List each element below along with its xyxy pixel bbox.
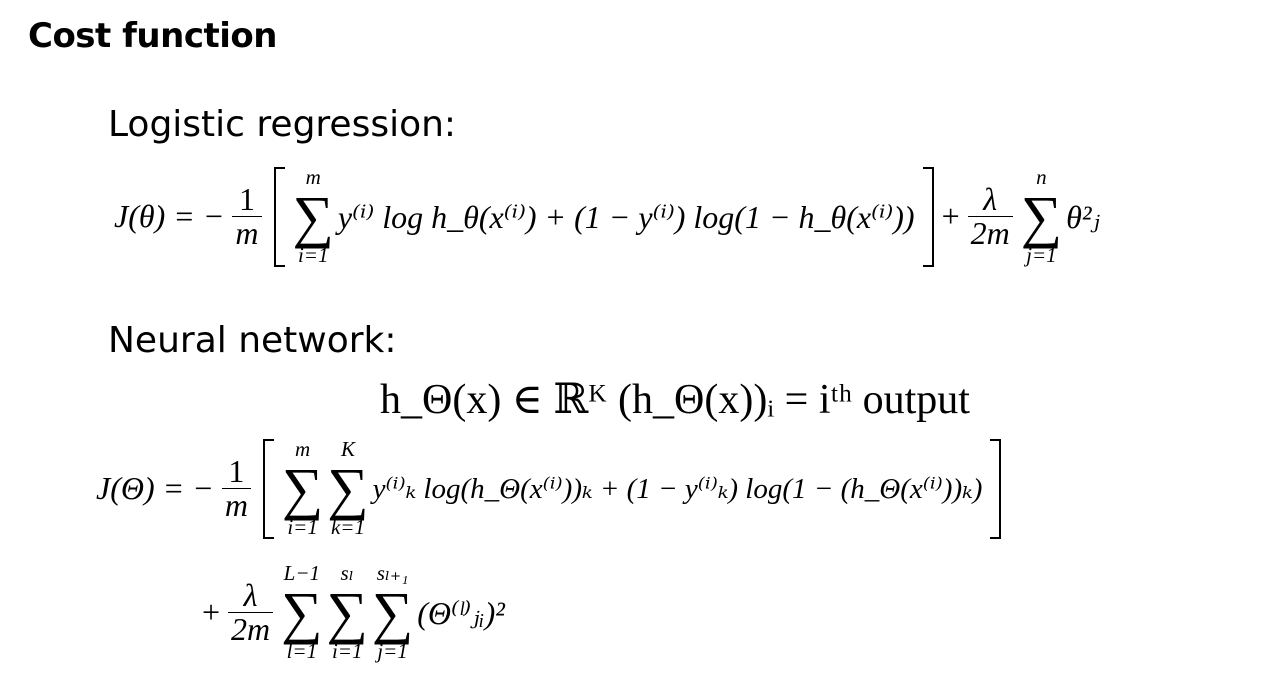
logistic-reg-body: θ²ⱼ <box>1066 198 1100 235</box>
neural-frac-num: 1 <box>228 452 245 489</box>
neural-sum-i <box>282 438 323 539</box>
neural-reg-sum-j <box>372 562 413 663</box>
logistic-heading: Logistic regression: <box>108 104 457 145</box>
logistic-reg-fraction <box>966 180 1015 252</box>
neural-heading: Neural network: <box>108 320 397 361</box>
logistic-lhs: J(θ) = − <box>114 198 225 235</box>
logistic-sum <box>293 166 334 267</box>
neural-fraction <box>220 452 253 524</box>
logistic-cost-equation <box>112 166 1102 267</box>
sum-lower-limit: i=1 <box>297 243 329 268</box>
neural-cost-equation <box>94 438 1007 539</box>
page-title: Cost function <box>28 16 277 56</box>
logistic-sum-body: y⁽ⁱ⁾ log h_θ(x⁽ⁱ⁾) + (1 − y⁽ⁱ⁾) log(1 − h_θ(x⁽ⁱ⁾)) <box>337 198 915 235</box>
neural-reg-body: (Θ⁽ˡ⁾ⱼᵢ)² <box>417 594 505 631</box>
sum-lower-limit: i=1 <box>331 639 363 664</box>
sum-lower-limit: l=1 <box>286 639 318 664</box>
sum-upper-limit: m <box>305 165 321 189</box>
neural-reg-den: 2m <box>231 611 271 648</box>
sum-upper-limit: sₗ <box>340 561 354 585</box>
neural-definition-line: h_Θ(x) ∈ ℝᴷ (h_Θ(x))ᵢ = iᵗʰ output <box>380 377 970 423</box>
sigma-symbol: ∑ <box>1020 184 1063 250</box>
sigma-symbol: ∑ <box>281 580 323 646</box>
neural-sum-body: y⁽ⁱ⁾ₖ log(h_Θ(x⁽ⁱ⁾))ₖ + (1 − y⁽ⁱ⁾ₖ) log(1 − (h_Θ(x⁽ⁱ⁾))ₖ) <box>372 473 983 506</box>
neural-reg-sum-i <box>327 562 368 663</box>
neural-reg-plus: + <box>202 594 221 631</box>
sum-lower-limit: j=1 <box>377 639 408 664</box>
neural-sum-k <box>327 438 368 539</box>
sum-lower-limit: k=1 <box>330 515 365 540</box>
right-bracket <box>990 439 1001 539</box>
sigma-symbol: ∑ <box>292 184 334 250</box>
sigma-symbol: ∑ <box>326 580 368 646</box>
neural-reg-num: λ <box>243 576 258 613</box>
neural-lhs: J(Θ) = − <box>96 470 214 507</box>
sum-upper-limit: n <box>1036 165 1047 189</box>
sum-upper-limit: L−1 <box>283 561 321 585</box>
sigma-symbol: ∑ <box>281 456 324 522</box>
neural-reg-sum-l <box>281 562 322 663</box>
sum-upper-limit: K <box>340 437 355 461</box>
sum-lower-limit: i=1 <box>287 515 318 540</box>
sum-upper-limit: m <box>295 437 311 461</box>
sigma-symbol: ∑ <box>327 456 369 522</box>
logistic-reg-num: λ <box>983 180 998 217</box>
logistic-plus: + <box>941 198 960 235</box>
logistic-frac-num: 1 <box>238 180 255 217</box>
sigma-symbol: ∑ <box>371 580 414 646</box>
left-bracket <box>274 167 285 267</box>
left-bracket <box>263 439 274 539</box>
neural-frac-den: m <box>224 487 248 524</box>
sum-lower-limit: j=1 <box>1026 243 1057 268</box>
sum-upper-limit: sₗ₊₁ <box>376 561 409 585</box>
logistic-fraction <box>230 180 263 252</box>
right-bracket <box>923 167 934 267</box>
logistic-reg-sum <box>1021 166 1062 267</box>
logistic-frac-den: m <box>235 215 259 252</box>
neural-reg-fraction <box>226 576 275 648</box>
logistic-reg-den: 2m <box>970 215 1010 252</box>
neural-regularization-term <box>200 562 507 663</box>
